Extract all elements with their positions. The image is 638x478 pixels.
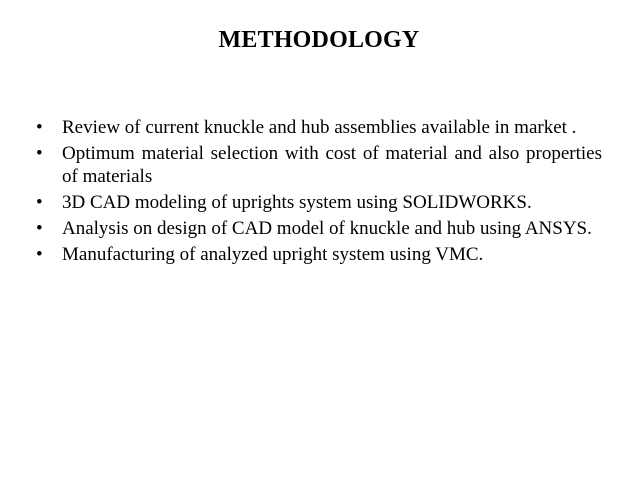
bullet-item bbox=[36, 217, 602, 240]
bullet-icon: • bbox=[36, 192, 43, 213]
bullet-icon: • bbox=[36, 218, 43, 239]
bullet-text: 3D CAD modeling of uprights system using SOLIDWORKS. bbox=[62, 192, 532, 213]
bullet-icon: • bbox=[36, 244, 43, 265]
bullet-item bbox=[36, 191, 602, 214]
bullet-list bbox=[36, 116, 602, 269]
bullet-text: Optimum material selection with cost of material and also properties of materials bbox=[62, 143, 602, 187]
bullet-item bbox=[36, 243, 602, 266]
bullet-text: Manufacturing of analyzed upright system using VMC. bbox=[62, 244, 484, 265]
bullet-icon: • bbox=[36, 143, 43, 164]
bullet-item bbox=[36, 116, 602, 139]
bullet-text: Analysis on design of CAD model of knuckle and hub using ANSYS. bbox=[62, 218, 592, 239]
bullet-text: Review of current knuckle and hub assemblies available in market . bbox=[62, 117, 577, 138]
bullet-item bbox=[36, 142, 602, 188]
slide-title: METHODOLOGY bbox=[218, 27, 420, 53]
bullet-icon: • bbox=[36, 117, 43, 138]
